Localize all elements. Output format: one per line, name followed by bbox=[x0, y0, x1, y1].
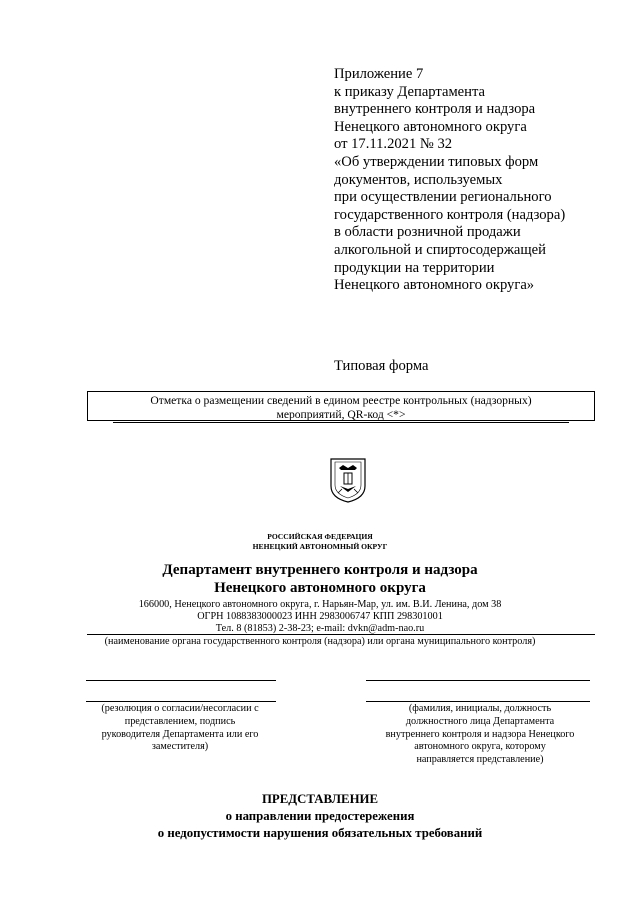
appendix-line: Приложение 7 bbox=[334, 66, 424, 82]
registry-line-2: мероприятий, QR-код <*> bbox=[113, 408, 569, 423]
document-subtitle-1: о направлении предостережения bbox=[225, 809, 415, 823]
country-name: РОССИЙСКАЯ ФЕДЕРАЦИЯ bbox=[267, 532, 373, 541]
org-underline bbox=[87, 634, 595, 635]
coat-of-arms-icon bbox=[328, 456, 368, 504]
appendix-line: к приказу Департамента bbox=[334, 83, 485, 100]
resolution-caption: (резолюция о согласии/несогласии с представлением, подпись руководителя Департамента или его заместителя) bbox=[101, 703, 259, 753]
region-name: НЕНЕЦКИЙ АВТОНОМНЫЙ ОКРУГ bbox=[252, 542, 388, 551]
appendix-line: продукции на территории bbox=[334, 259, 495, 276]
appendix-line: документов, используемых bbox=[334, 171, 503, 188]
official-line-2 bbox=[366, 701, 590, 702]
appendix-block bbox=[334, 66, 634, 295]
appendix-line: государственного контроля (надзора) bbox=[334, 206, 566, 223]
appendix-line: алкогольной и спиртосодержащей bbox=[334, 241, 546, 258]
form-type-label: Типовая форма bbox=[334, 358, 429, 374]
document-title: ПРЕДСТАВЛЕНИЕ bbox=[261, 792, 379, 806]
resolution-line-2 bbox=[86, 701, 276, 702]
registry-line-1: Отметка о размещении сведений в едином реестре контрольных (надзорных) bbox=[150, 394, 532, 407]
appendix-line: внутреннего контроля и надзора bbox=[334, 101, 536, 118]
department-contacts: Тел. 8 (81853) 2-38-23; e-mail: dvkn@adm-nao.ru bbox=[215, 623, 425, 634]
appendix-line: «Об утверждении типовых форм bbox=[334, 153, 539, 170]
appendix-line: в области розничной продажи bbox=[334, 224, 521, 241]
registry-qr-box bbox=[87, 391, 595, 421]
document-subtitle-2: о недопустимости нарушения обязательных требований bbox=[157, 826, 483, 840]
official-line-1 bbox=[366, 680, 590, 681]
resolution-line-1 bbox=[86, 680, 276, 681]
department-address: 166000, Ненецкого автономного округа, г. Нарьян-Мар, ул. им. В.И. Ленина, дом 38 bbox=[138, 599, 502, 610]
appendix-line: Ненецкого автономного округа bbox=[334, 118, 527, 135]
appendix-line: от 17.11.2021 № 32 bbox=[334, 136, 453, 153]
department-name-line-1: Департамент внутреннего контроля и надзора bbox=[162, 562, 478, 578]
org-caption: (наименование органа государственного контроля (надзора) или органа муниципального контроля) bbox=[104, 636, 536, 647]
appendix-line: Ненецкого автономного округа» bbox=[334, 277, 535, 294]
official-caption: (фамилия, инициалы, должность должностного лица Департамента внутреннего контроля и надзора Ненецкого автономного округа, которому направляется представление) bbox=[385, 703, 575, 766]
department-name-line-2: Ненецкого автономного округа bbox=[214, 580, 426, 596]
department-requisites: ОГРН 1088383000023 ИНН 2983006747 КПП 298301001 bbox=[197, 611, 443, 622]
appendix-line: при осуществлении регионального bbox=[334, 189, 552, 206]
